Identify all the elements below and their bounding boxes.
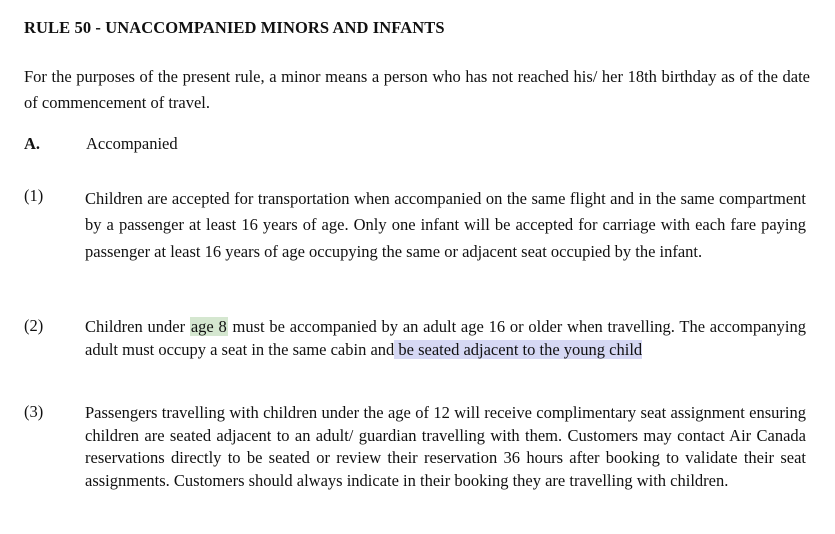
highlighted-age-text: age 8: [190, 317, 227, 336]
rule-heading: RULE 50 - UNACCOMPANIED MINORS AND INFANTS: [24, 18, 445, 37]
item-paragraph: [85, 316, 806, 361]
item-number: (1): [24, 186, 44, 205]
item-text-middle: must be accompanied by an adult age 16 or older when travelling. The accompanying adult must occupy a seat in the same cabin and: [85, 317, 807, 359]
item-text-before: Children under: [85, 317, 190, 336]
item-paragraph: Children are accepted for transportation when accompanied on the same flight and in the same compartment by a passenger at least 16 years of age. Only one infant will be accepted for carriage with each fare paying passenger at least 16 years of age occupying the same or adjacent seat occupied by the infant.: [85, 189, 806, 261]
item-number: (3): [24, 402, 44, 421]
section-letter: A.: [24, 134, 41, 153]
section-title: Accompanied: [86, 134, 178, 153]
item-paragraph: Passengers travelling with children under the age of 12 will receive complimentary seat assignment ensuring children are seated adjacent to an adult/ guardian travelling with them. Customers may contact Air Canada reservations directly to be seated or review their reservation 36 hours after booking to validate their seat assignments. Customers should always indicate in their booking they are travelling with children.: [85, 403, 806, 490]
intro-paragraph: For the purposes of the present rule, a minor means a person who has not reached his/ her 18th birthday as of the date of commencement of travel.: [24, 67, 810, 112]
highlighted-seating-text: be seated adjacent to the young child: [394, 339, 643, 359]
item-number: (2): [24, 316, 44, 335]
